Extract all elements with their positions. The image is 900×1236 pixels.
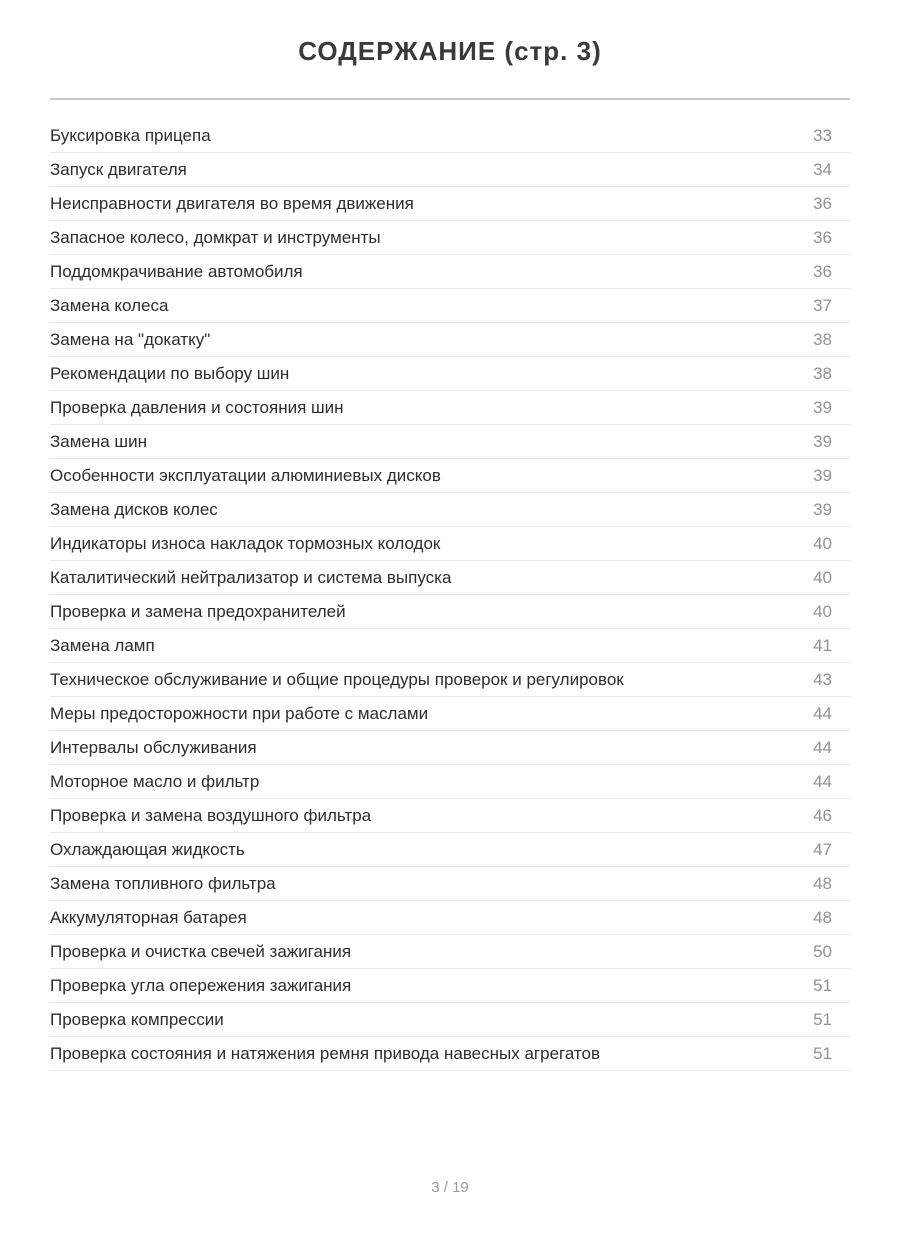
toc-item-page: 39: [813, 431, 832, 451]
toc-item: [50, 493, 850, 527]
toc-item-label: Аккумуляторная батарея: [50, 907, 247, 927]
toc-item-label: Проверка и очистка свечей зажигания: [50, 941, 352, 961]
page-title: СОДЕРЖАНИЕ (стр. 3): [298, 36, 602, 66]
toc-item-page: 48: [813, 907, 832, 927]
toc-item-label: Проверка состояния и натяжения ремня привода навесных агрегатов: [50, 1043, 601, 1063]
toc-item-page: 41: [813, 635, 832, 655]
toc-item-page: 37: [813, 295, 832, 315]
toc-item-page: 51: [813, 975, 832, 995]
toc-item-label: Каталитический нейтрализатор и система выпуска: [50, 567, 452, 587]
toc-item-label: Проверка и замена предохранителей: [50, 601, 346, 621]
toc-item: [50, 153, 850, 187]
toc-item: [50, 629, 850, 663]
toc-item-label: Запуск двигателя: [50, 159, 187, 179]
toc-item-page: 34: [813, 159, 832, 179]
toc-item-label: Замена шин: [50, 431, 147, 451]
toc-item-page: 44: [813, 737, 832, 757]
toc-item-label: Замена колеса: [50, 295, 169, 315]
toc-item: [50, 187, 850, 221]
toc-item-label: Техническое обслуживание и общие процедуры проверок и регулировок: [50, 669, 624, 689]
toc-item-label: Неисправности двигателя во время движения: [50, 193, 414, 213]
toc-item: [50, 221, 850, 255]
toc-item-page: 38: [813, 329, 832, 349]
toc-item-label: Проверка компрессии: [50, 1009, 224, 1029]
toc-item-label: Меры предосторожности при работе с маслами: [50, 703, 429, 723]
toc-item-label: Замена ламп: [50, 635, 155, 655]
toc-item: [50, 731, 850, 765]
toc-item-page: 33: [813, 125, 832, 145]
toc-item-page: 51: [813, 1043, 832, 1063]
toc-item: [50, 901, 850, 935]
toc-item: [50, 1003, 850, 1037]
toc-item: [50, 255, 850, 289]
toc-item-page: 40: [813, 567, 832, 587]
toc-item-page: 39: [813, 465, 832, 485]
toc-item-page: 46: [813, 805, 832, 825]
toc-item-page: 48: [813, 873, 832, 893]
toc-item-page: 40: [813, 533, 832, 553]
toc-item: [50, 119, 850, 153]
toc-item-page: 36: [813, 227, 832, 247]
toc-item: [50, 459, 850, 493]
toc-item-page: 44: [813, 771, 832, 791]
toc-item: [50, 969, 850, 1003]
toc-item-label: Поддомкрачивание автомобиля: [50, 261, 303, 281]
toc-item-label: Проверка угла опережения зажигания: [50, 975, 352, 995]
toc-item-label: Замена топливного фильтра: [50, 873, 276, 893]
toc-item: [50, 595, 850, 629]
toc-page: [0, 36, 900, 1196]
toc-item-label: Охлаждающая жидкость: [50, 839, 245, 859]
toc-item: [50, 799, 850, 833]
toc-item-label: Замена на "докатку": [50, 329, 211, 349]
toc-item-page: 36: [813, 193, 832, 213]
toc-item: [50, 1037, 850, 1071]
toc-item: [50, 425, 850, 459]
toc-item-label: Замена дисков колес: [50, 499, 218, 519]
toc-item-label: Запасное колесо, домкрат и инструменты: [50, 227, 381, 247]
toc-item: [50, 663, 850, 697]
toc-item-label: Рекомендации по выбору шин: [50, 363, 290, 383]
toc-item: [50, 391, 850, 425]
toc-item: [50, 289, 850, 323]
toc-item-label: Индикаторы износа накладок тормозных колодок: [50, 533, 441, 553]
toc-item: [50, 323, 850, 357]
toc-item: [50, 697, 850, 731]
toc-item-label: Моторное масло и фильтр: [50, 771, 260, 791]
toc-item: [50, 833, 850, 867]
toc-item: [50, 765, 850, 799]
toc-item-page: 51: [813, 1009, 832, 1029]
toc-item-page: 39: [813, 397, 832, 417]
toc-list: [50, 100, 850, 1071]
toc-item-page: 47: [813, 839, 832, 859]
toc-item-page: 38: [813, 363, 832, 383]
toc-item: [50, 561, 850, 595]
toc-item: [50, 527, 850, 561]
toc-item: [50, 357, 850, 391]
toc-item: [50, 867, 850, 901]
toc-item-page: 50: [813, 941, 832, 961]
toc-item-page: 36: [813, 261, 832, 281]
toc-item: [50, 935, 850, 969]
page-indicator: 3 / 19: [431, 1179, 469, 1196]
toc-item-page: 44: [813, 703, 832, 723]
toc-item-page: 43: [813, 669, 832, 689]
toc-item-page: 39: [813, 499, 832, 519]
toc-item-label: Интервалы обслуживания: [50, 737, 257, 757]
toc-item-page: 40: [813, 601, 832, 621]
toc-item-label: Проверка давления и состояния шин: [50, 397, 344, 417]
toc-item-label: Проверка и замена воздушного фильтра: [50, 805, 372, 825]
toc-item-label: Буксировка прицепа: [50, 125, 211, 145]
toc-item-label: Особенности эксплуатации алюминиевых дисков: [50, 465, 441, 485]
